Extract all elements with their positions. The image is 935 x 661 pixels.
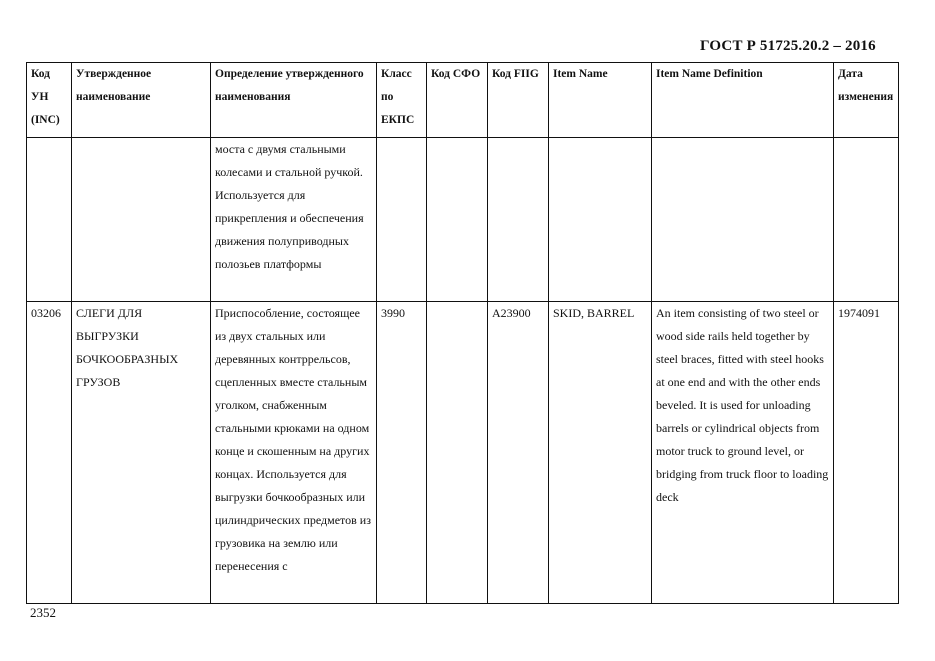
cell-sfo (427, 302, 488, 604)
cell-ekps (377, 138, 427, 302)
cell-inc (27, 138, 72, 302)
cell-inc: 03206 (27, 302, 72, 604)
cell-approved-name (72, 138, 211, 302)
cell-date (834, 138, 899, 302)
cell-fiig (488, 138, 549, 302)
column-header-definition: Определение утвержденного наименования (211, 63, 377, 138)
classifier-table (26, 62, 899, 604)
column-header-inc: Код УН (INC) (27, 63, 72, 138)
column-header-ekps: Класс по ЕКПС (377, 63, 427, 138)
cell-item-definition: An item consisting of two steel or wood side rails held together by steel braces, fitted with steel hooks at one end and with the other ends beveled. It is used for unloading barrels or cylindrical objects from motor truck to ground level, or bridging from truck floor to loading deck (652, 302, 834, 604)
cell-fiig: A23900 (488, 302, 549, 604)
cell-sfo (427, 138, 488, 302)
cell-ekps: 3990 (377, 302, 427, 604)
column-header-date: Дата изменения (834, 63, 899, 138)
document-code: ГОСТ Р 51725.20.2 – 2016 (700, 38, 876, 54)
table-header-row (27, 63, 899, 138)
table-row (27, 138, 899, 302)
column-header-approved-name: Утвержденное наименование (72, 63, 211, 138)
cell-definition: моста с двумя стальными колесами и стальной ручкой. Используется для прикрепления и обеспечения движения полуприводных полозьев платформы (211, 138, 377, 302)
table-row (27, 302, 899, 604)
page-number: 2352 (30, 605, 56, 620)
cell-approved-name: СЛЕГИ ДЛЯ ВЫГРУЗКИ БОЧКООБРАЗНЫХ ГРУЗОВ (72, 302, 211, 604)
cell-item-definition (652, 138, 834, 302)
column-header-sfo: Код СФО (427, 63, 488, 138)
column-header-item-name: Item Name (549, 63, 652, 138)
cell-item-name: SKID, BARREL (549, 302, 652, 604)
cell-item-name (549, 138, 652, 302)
column-header-item-name-definition: Item Name Definition (652, 63, 834, 138)
cell-definition: Приспособление, состоящее из двух стальных или деревянных контррельсов, сцепленных вместе стальным уголком, снабженным стальными крюками на одном конце и скошенным на других концах. Используется для выгрузки бочкообразных или цилиндрических предметов из грузовика на землю или перенесения с (211, 302, 377, 604)
cell-date: 1974091 (834, 302, 899, 604)
column-header-fiig: Код FIIG (488, 63, 549, 138)
